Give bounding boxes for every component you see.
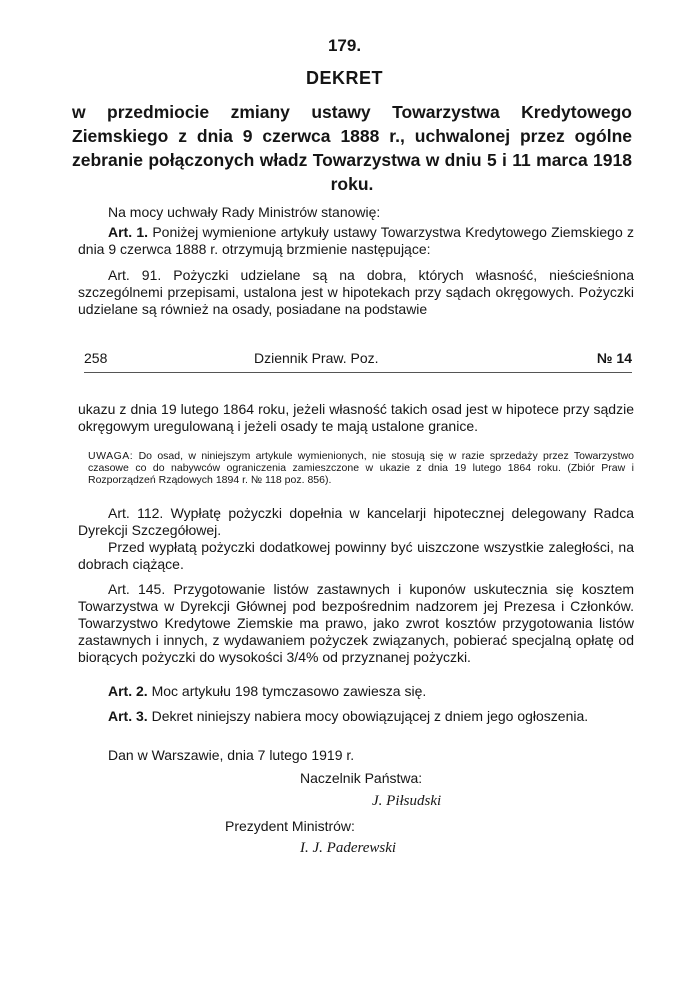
running-issue-number: № 14 xyxy=(596,350,632,366)
article-3-label: Art. 3. xyxy=(108,708,148,724)
article-91 xyxy=(78,267,634,318)
article-91-label: Art. 91. xyxy=(108,267,162,283)
running-header xyxy=(84,350,632,374)
prime-minister-signature: I. J. Paderewski xyxy=(300,840,397,856)
article-91-text: Pożyczki udzielane są na dobra, których własność, nieścieśniona szczególnemi przepisami, ustalona jest w hipotekach przy sądach okręgowych. Pożyczki udzielane są również na osady, posiadane na podstawie xyxy=(78,267,635,317)
running-page-number: 258 xyxy=(84,350,108,366)
note-text: Do osad, w niniejszym artykule wymienionych, nie stosują się w razie sprzedaży przez Towarzystwo czasowe co do nabywców ograniczenia zamieszczone w ukazie z dnia 19 lutego 1864 roku. (Zbiór Praw i Rozporządzeń Rządowych 1894 r. № 118 poz. 856). xyxy=(88,450,634,486)
article-145 xyxy=(78,581,634,666)
document-subtitle: w przedmiocie zmiany ustawy Towarzystwa Kredytowego Ziemskiego z dnia 9 czerwca 1888 r., uchwalonej przez ogólne zebranie połączonych władz Towarzystwa w dniu 5 i 11 marca 1918 roku. xyxy=(72,102,632,194)
intro-paragraph: Na mocy uchwały Rady Ministrów stanowię: xyxy=(108,204,381,220)
article-3 xyxy=(78,708,634,725)
article-3-text: Dekret niniejszy nabiera mocy obowiązującej z dniem jego ogłoszenia. xyxy=(151,708,589,724)
head-of-state-title: Naczelnik Państwa: xyxy=(300,770,423,786)
note-label: UWAGA: xyxy=(88,450,134,462)
article-91-note xyxy=(88,450,634,486)
article-112-text: Wypłatę pożyczki dopełnia w kancelarji hipotecznej delegowany Radca Dyrekcji Szczegółowej. xyxy=(78,505,634,538)
article-2-label: Art. 2. xyxy=(108,683,148,699)
article-1 xyxy=(78,224,634,258)
article-91-continuation: ukazu z dnia 19 lutego 1864 roku, jeżeli własność takich osad jest w hipotece przy sądzie okręgowym uregulowaną i jeżeli osady te mają ustalone granice. xyxy=(78,401,634,434)
header-rule xyxy=(84,372,632,373)
article-145-label: Art. 145. xyxy=(108,581,166,597)
article-112-label: Art. 112. xyxy=(108,505,164,521)
document-title: DEKRET xyxy=(305,68,383,88)
article-2-text: Moc artykułu 198 tymczasowo zawiesza się. xyxy=(151,683,427,699)
article-2 xyxy=(78,683,634,700)
article-112-paragraph-2: Przed wypłatą pożyczki dodatkowej powinny być uiszczone wszystkie zaległości, na dobrach ciążące. xyxy=(78,539,634,572)
running-journal-title: Dziennik Praw. Poz. xyxy=(254,350,379,366)
article-112 xyxy=(78,505,634,539)
date-line: Dan w Warszawie, dnia 7 lutego 1919 r. xyxy=(108,747,355,763)
prime-minister-title: Prezydent Ministrów: xyxy=(225,818,355,834)
head-of-state-signature: J. Piłsudski xyxy=(372,793,442,809)
article-145-text: Przygotowanie listów zastawnych i kuponów uskutecznia się kosztem Towarzystwa w Dyrekcji Głównej pod bezpośrednim nadzorem jej Prezesa i Członków. Towarzystwo Kredytowe Ziemskie ma prawo, jako zwrot kosztów przygotowania listów zastawnych i innych, z wydawaniem pożyczek związanych, pobierać specjalną opłatę od biorących pożyczki do wysokości 3/4% od przyznanej pożyczki. xyxy=(78,581,635,665)
document-number: 179. xyxy=(327,36,362,55)
article-1-text: Poniżej wymienione artykuły ustawy Towarzystwa Kredytowego Ziemskiego z dnia 9 czerwca 1888 r. otrzymują brzmienie następujące: xyxy=(78,224,634,257)
article-1-label: Art. 1. xyxy=(108,224,149,240)
